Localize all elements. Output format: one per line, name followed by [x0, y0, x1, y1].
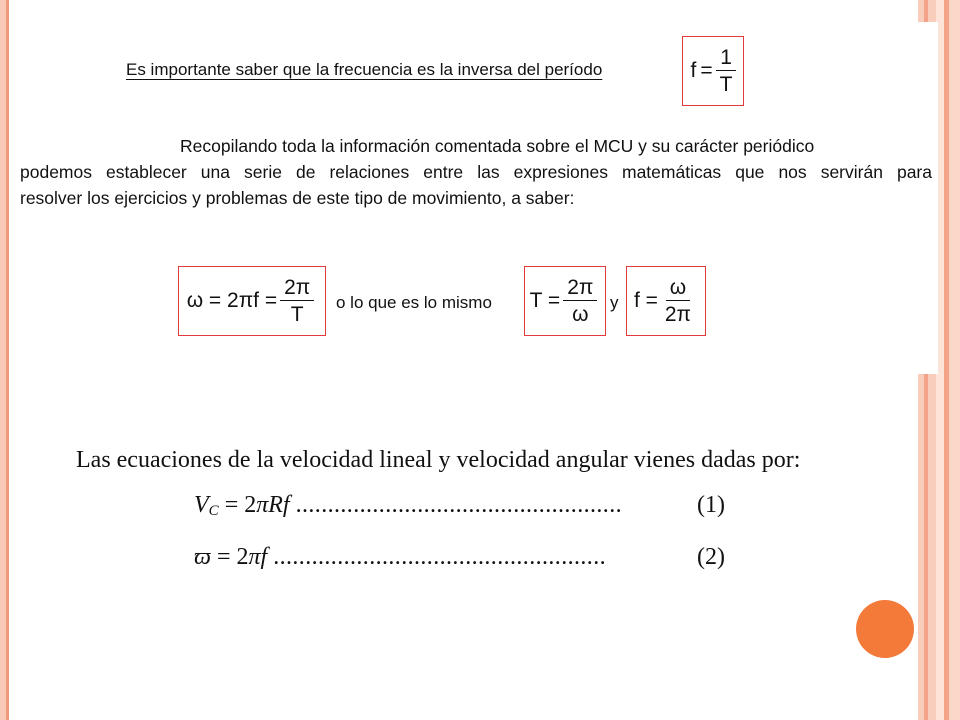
equation-subscript: C	[208, 503, 219, 519]
formula-omega-box	[178, 266, 326, 336]
intro-text: Es importante saber que la frecuencia es la inversa del período	[126, 60, 603, 79]
fraction-numerator: ω	[666, 277, 690, 301]
fraction-numerator: 2π	[280, 277, 314, 301]
equation-dots: ....................................................	[273, 544, 607, 570]
fraction	[563, 277, 597, 325]
formula-lhs: ω = 2πf =	[186, 289, 278, 312]
decorative-circle	[856, 600, 914, 658]
paragraph-line: podemos establecer una serie de relaciones entre las expresiones matemáticas que nos servirán para	[20, 162, 932, 182]
equation-number: (1)	[697, 492, 725, 518]
equation-number: (2)	[697, 544, 725, 570]
equation-rhs-italic: πRf	[256, 492, 290, 518]
equations-title: Las ecuaciones de la velocidad lineal y velocidad angular vienes dadas por:	[76, 447, 801, 473]
fraction-denominator: T	[719, 73, 733, 96]
equation-rhs: = 2	[224, 492, 257, 518]
connector-text: y	[610, 293, 619, 312]
body-paragraph	[20, 133, 932, 211]
equation-row	[194, 492, 622, 519]
formula-period-box	[524, 266, 606, 336]
equation-lhs: V	[194, 492, 209, 518]
formula-frequency-box	[626, 266, 706, 336]
equation-dots: ...................................................	[295, 492, 622, 518]
equation-row	[194, 544, 606, 571]
paragraph-line: resolver los ejercicios y problemas de este tipo de movimiento, a saber:	[20, 188, 575, 208]
paragraph-line: Recopilando toda la información comentada sobre el MCU y su carácter periódico	[180, 136, 815, 156]
fraction-denominator: T	[290, 303, 304, 326]
fraction	[280, 277, 314, 325]
right-decoration-bar	[949, 0, 960, 720]
fraction-denominator: ω	[572, 303, 589, 326]
equation-lhs: ϖ	[194, 544, 211, 570]
left-decoration-line	[6, 0, 9, 720]
formula-eq: =	[700, 59, 713, 82]
equation-rhs-italic: πf	[248, 544, 268, 570]
connector-text: o lo que es lo mismo	[336, 293, 492, 312]
fraction	[661, 277, 695, 325]
fraction-denominator: 2π	[664, 303, 692, 326]
formula-lhs: T =	[529, 289, 561, 312]
formula-lhs: f =	[633, 289, 658, 312]
equation-rhs: = 2	[216, 544, 249, 570]
fraction-numerator: 1	[716, 47, 736, 71]
fraction	[716, 47, 737, 95]
formula-lhs: f	[690, 59, 697, 82]
fraction-numerator: 2π	[563, 277, 597, 301]
formula-f-inverse-box	[682, 36, 744, 106]
